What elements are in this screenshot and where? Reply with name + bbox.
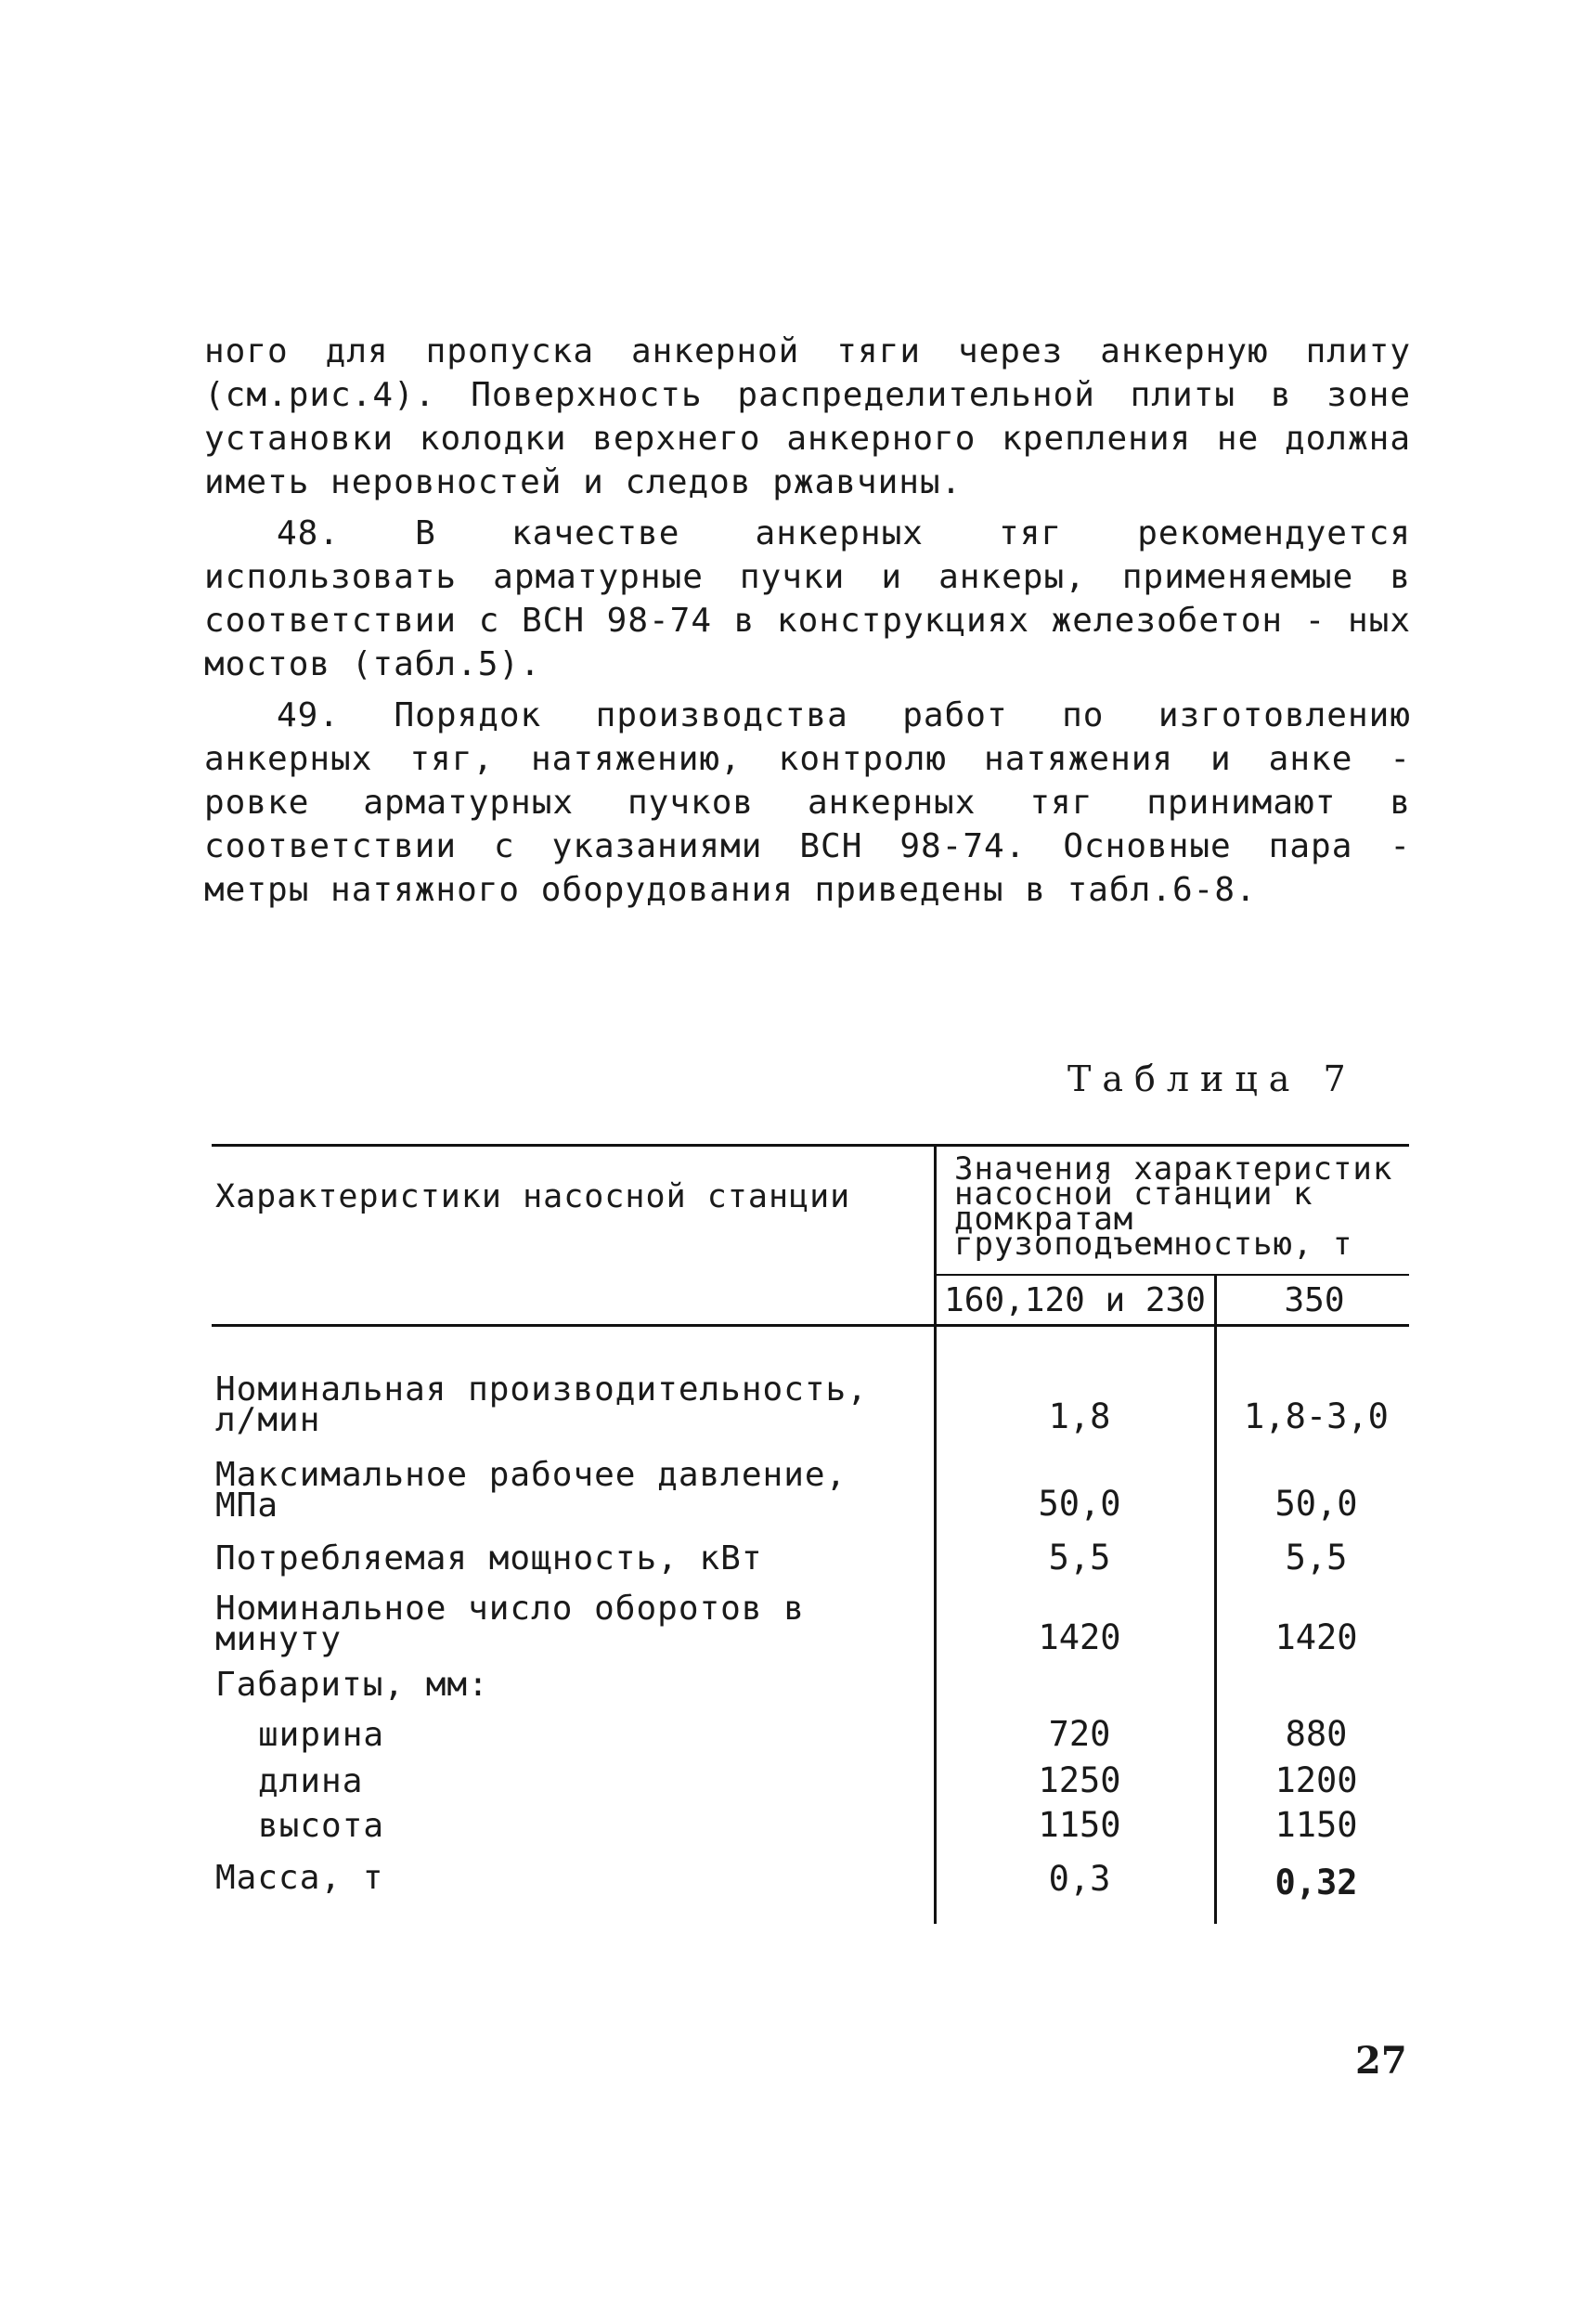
header-bottom-rule: [212, 1324, 1409, 1327]
table-cell: 1420: [1038, 1617, 1121, 1657]
table-cell: 1,8: [1048, 1396, 1111, 1436]
subheader-col2: 350: [1284, 1281, 1345, 1319]
header-values: Значения характеристик насосной станции к домкратам грузоподъемностью, т: [954, 1150, 1393, 1263]
paragraph-continuation: ного для пропуска анкерной тяги через анкерную плиту (см.рис.4). Поверхность распределительной плиты в зоне установки колодки верхнего анкерного крепления не должна иметь неровностей и следов ржавчины.: [204, 332, 1411, 501]
table-row-label: Потребляемая мощность, кВт: [215, 1539, 763, 1577]
table-cell: 1150: [1274, 1805, 1358, 1845]
table-cell: 50,0: [1038, 1484, 1121, 1524]
value-column-divider: [1214, 1276, 1217, 1924]
paragraph-48: 48. В качестве анкерных тяг рекомендуется использовать арматурные пучки и анкеры, применяемые в соответствии с ВСН 98-74 в конструкциях железобетон - ных мостов (табл.5).: [204, 514, 1411, 683]
table-row-label: Масса, т: [215, 1859, 384, 1897]
table-caption: Таблица 7: [1067, 1058, 1357, 1099]
table-cell: 0,3: [1048, 1859, 1111, 1899]
body-text: [204, 330, 1411, 919]
table-cell: 880: [1285, 1714, 1348, 1754]
header-split-rule: [934, 1274, 1409, 1276]
table-row-label: высота: [258, 1807, 385, 1845]
table-cell: 0,32: [1274, 1863, 1358, 1902]
label-column-divider: [934, 1144, 937, 1924]
table-cell: 5,5: [1048, 1538, 1111, 1577]
pump-station-table: [212, 1144, 1409, 1924]
table-cell: 1,8-3,0: [1244, 1396, 1389, 1436]
table-top-rule: [212, 1144, 1409, 1147]
table-row-label: Номинальная производительность, л/мин: [215, 1370, 868, 1439]
table-cell: 1250: [1038, 1760, 1121, 1800]
table-cell: 720: [1048, 1714, 1111, 1754]
table-cell: 1200: [1274, 1760, 1358, 1800]
subheader-col1: 160,120 и 230: [944, 1281, 1206, 1319]
table-cell: 5,5: [1285, 1538, 1348, 1577]
header-characteristics: Характеристики насосной станции: [215, 1178, 851, 1215]
table-row-label: длина: [258, 1762, 364, 1800]
table-row-label: Номинальное число оборотов в минуту: [215, 1590, 805, 1658]
page-number: 27: [1355, 2039, 1407, 2083]
table-row-label: Габариты, мм:: [215, 1666, 489, 1704]
table-row-label: Максимальное рабочее давление, МПа: [215, 1456, 847, 1525]
table-cell: 1150: [1038, 1805, 1121, 1845]
table-cell: 50,0: [1274, 1484, 1358, 1524]
paragraph-49: 49. Порядок производства работ по изготовлению анкерных тяг, натяжению, контролю натяжения и анке - ровке арматурных пучков анкерных тяг принимают в соответствии с указаниями ВСН 98-74. Основные пара - метры натяжного оборудования приведены в табл.6-8.: [204, 696, 1411, 909]
table-row-label: ширина: [258, 1716, 385, 1754]
table-cell: 1420: [1274, 1617, 1358, 1657]
